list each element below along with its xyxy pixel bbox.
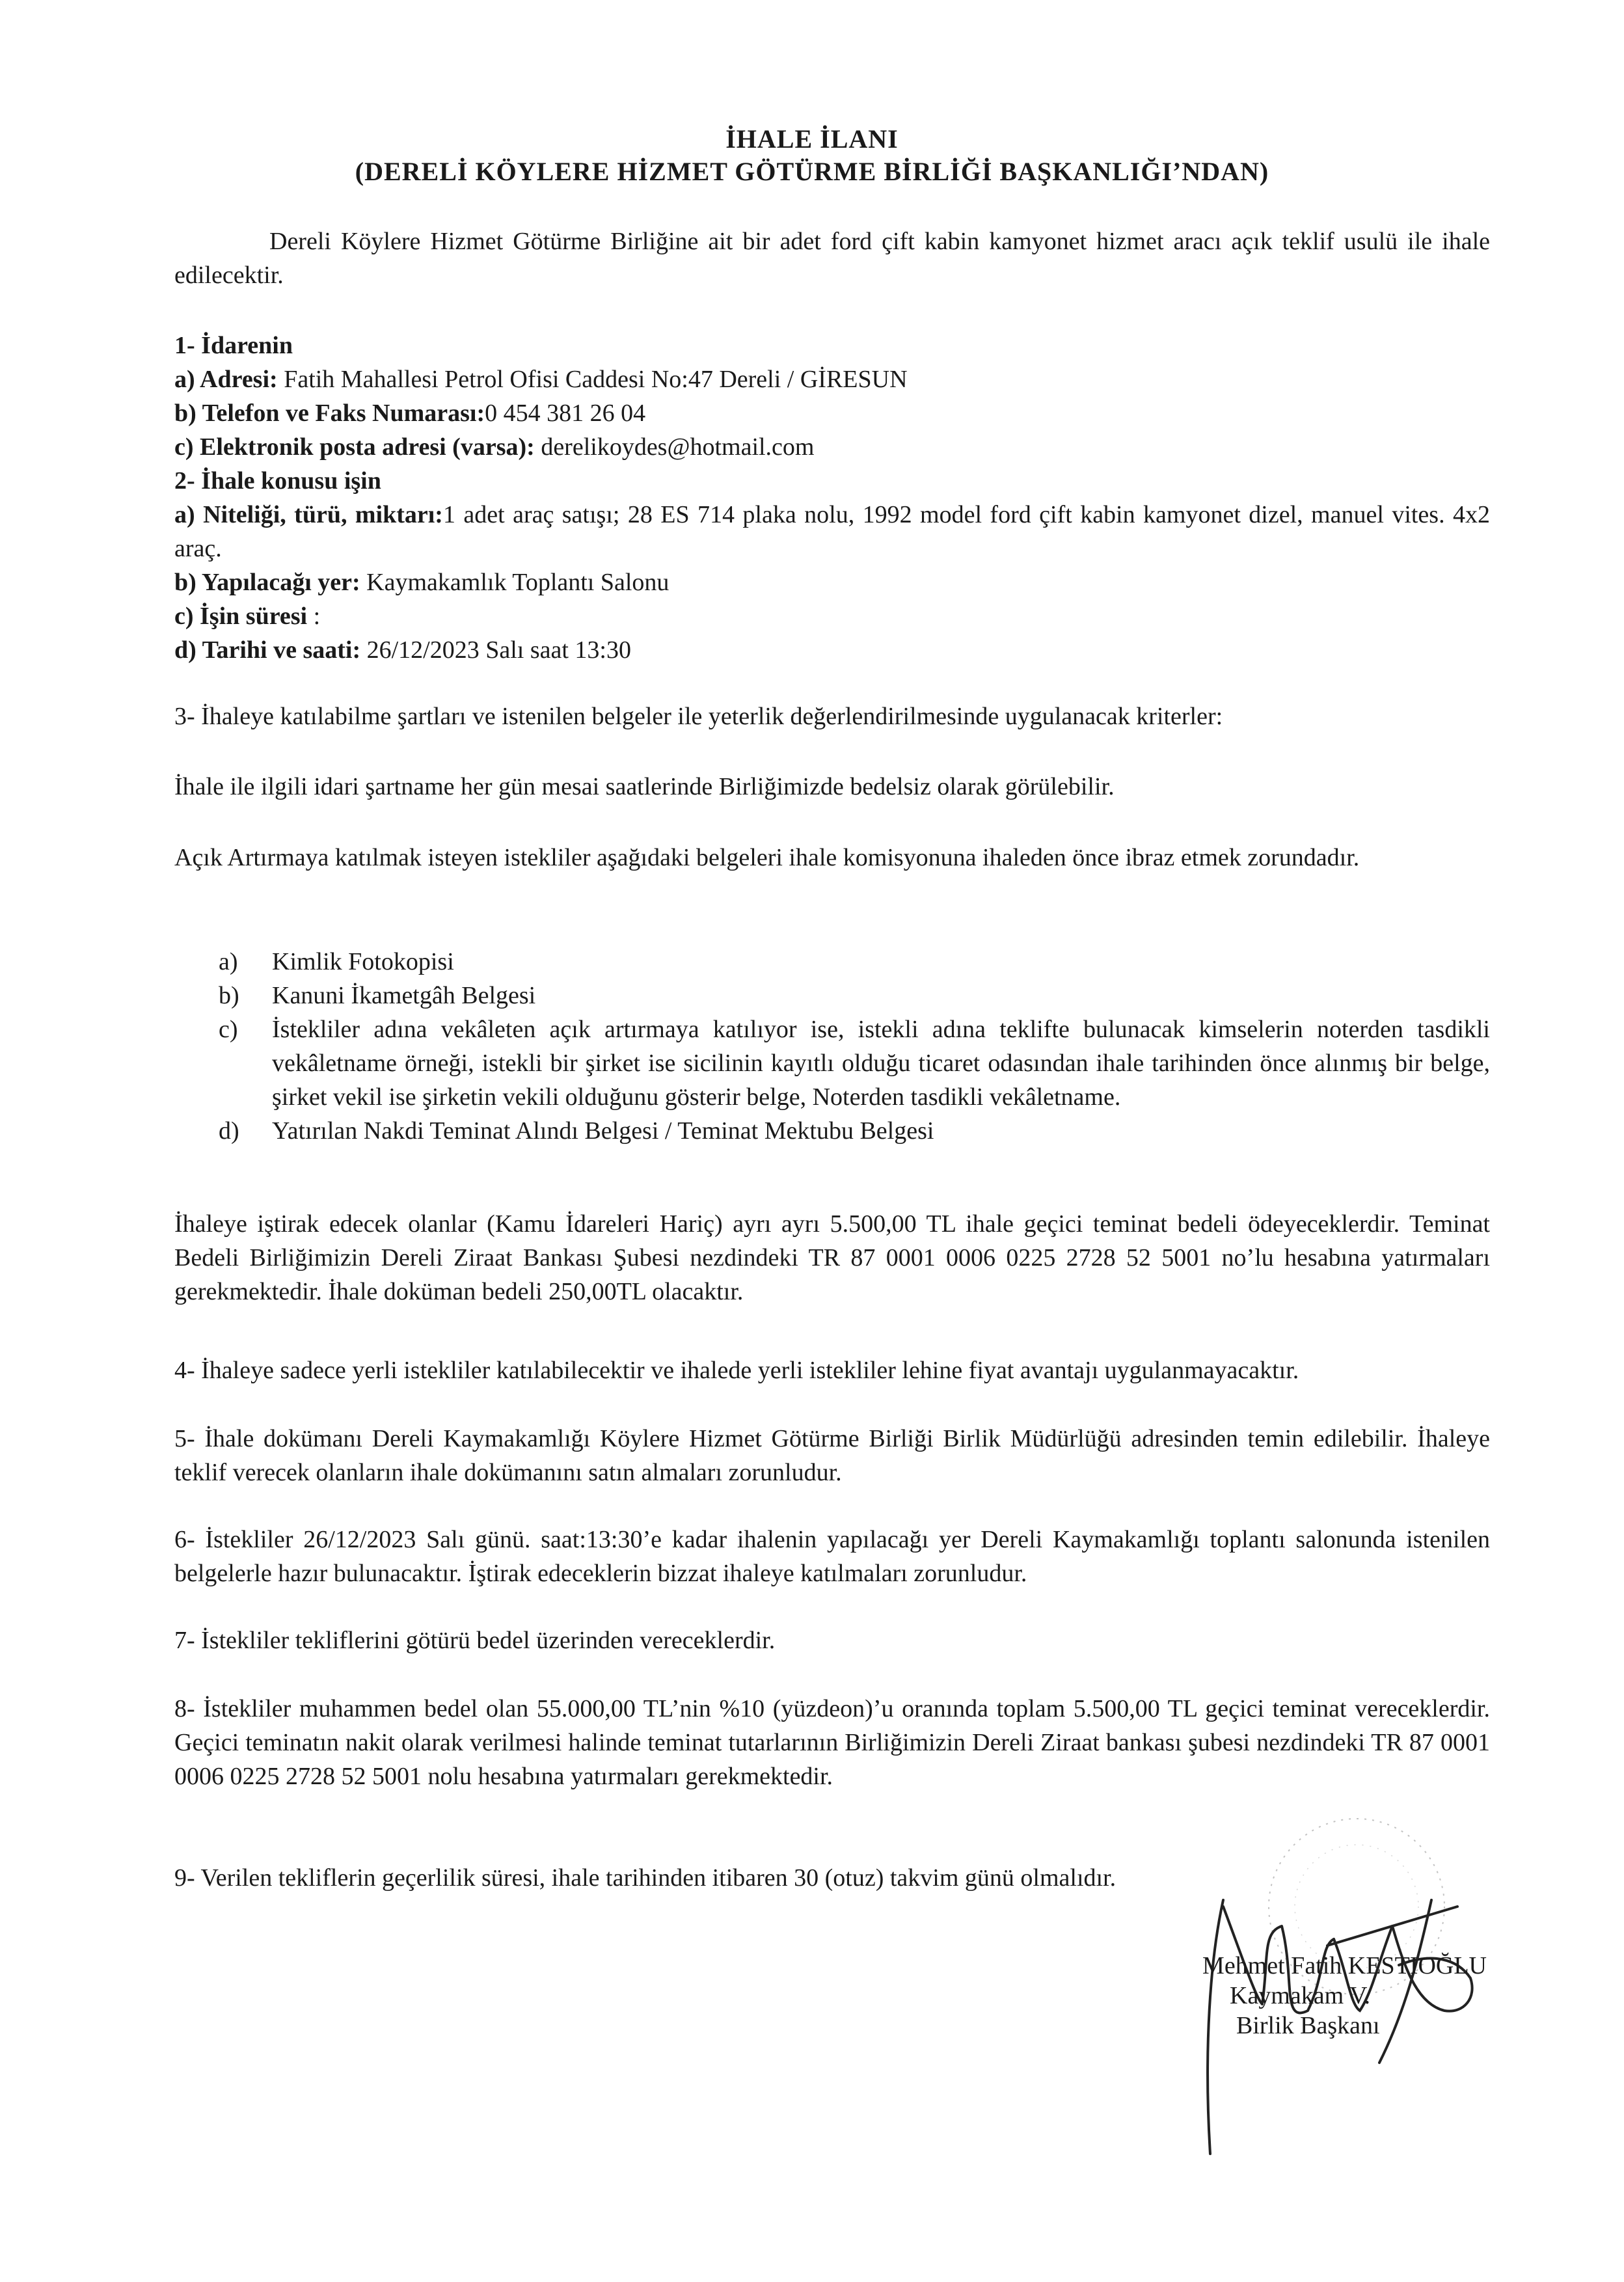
duration-label: c) İşin süresi [174, 603, 308, 630]
list-item-label: a) [219, 948, 238, 975]
list-item-label: d) [219, 1117, 239, 1145]
date-value: 26/12/2023 Salı saat 13:30 [360, 636, 631, 664]
section-4-block [174, 1353, 1490, 1387]
phone-value: 0 454 381 26 04 [485, 400, 646, 427]
section-4-text: 4- İhaleye sadece yerli istekliler katılabilecektir ve ihalede yerli istekliler lehine fiyat avantajı uygulanmayacaktır. [174, 1357, 1299, 1384]
list-item-text: Kimlik Fotokopisi [272, 948, 454, 975]
list-item-text: Yatırılan Nakdi Teminat Alındı Belgesi / Teminat Mektubu Belgesi [272, 1117, 934, 1145]
intro-paragraph [174, 224, 1490, 292]
section-9-text: 9- Verilen tekliflerin geçerlilik süresi, ihale tarihinden itibaren 30 (otuz) takvim günü olmalıdır. [174, 1864, 1116, 1892]
nature-value: 1 adet araç satışı; 28 ES 714 plaka nolu, 1992 model ford çift kabin kamyonet dizel, manuel vites. 4x2 araç. [174, 501, 1490, 562]
document-subtitle: (DERELİ KÖYLERE HİZMET GÖTÜRME BİRLİĞİ BAŞKANLIĞI’NDAN) [355, 157, 1269, 186]
address-label: a) Adresi: [174, 366, 278, 393]
signatory-role-2: Birlik Başkanı [1236, 2012, 1380, 2039]
document-title: İHALE İLANI [725, 124, 899, 154]
section-3-para1-block [174, 770, 1490, 804]
section-7-block [174, 1623, 1490, 1657]
nature-label: a) Niteliği, türü, miktarı: [174, 501, 443, 528]
section-8-text: 8- İstekliler muhammen bedel olan 55.000,00 TL’nin %10 (yüzdeon)’u oranında toplam 5.500,00 TL geçici teminat vereceklerdir. Geçici teminatın nakit olarak verilmesi halinde teminat tutarlarının Birliğimizin Dereli Ziraat bankası şubesi nezdindeki TR 87 0001 0006 0225 2728 52 5001 nolu hesabına yatırmaları gerekmektedir. [174, 1695, 1490, 1790]
section-8-block [174, 1692, 1490, 1793]
section-2-heading: 2- İhale konusu işin [174, 467, 381, 495]
list-item [174, 1012, 1490, 1114]
signatory-name: Mehmet Fatih KESTIOĞLU [1202, 1952, 1487, 1979]
section-5-text: 5- İhale dokümanı Dereli Kaymakamlığı Köylere Hizmet Götürme Birliği Birlik Müdürlüğü adresinden temin edilebilir. İhaleye teklif verecek olanların ihale dokümanını satın almaları zorunludur. [174, 1425, 1490, 1486]
list-item-label: b) [219, 982, 239, 1009]
list-item [174, 1114, 1490, 1148]
required-documents-list [174, 945, 1490, 1148]
section-3-para3: İhaleye iştirak edecek olanlar (Kamu İdareleri Hariç) ayrı ayrı 5.500,00 TL ihale geçici teminat bedeli ödeyeceklerdir. Teminat Bedeli Birliğimizin Dereli Ziraat Bankası Şubesi nezdindeki TR 87 0001 0006 0225 2728 52 5001 no’lu hesabına yatırmaları gerekmektedir. İhale doküman bedeli 250,00TL olacaktır. [174, 1210, 1490, 1305]
section-6-block [174, 1523, 1490, 1590]
phone-label: b) Telefon ve Faks Numarası: [174, 400, 485, 427]
section-3-para1: İhale ile ilgili idari şartname her gün mesai saatlerinde Birliğimizde bedelsiz olarak görülebilir. [174, 773, 1115, 800]
signatory-role-1: Kaymakam V. [1230, 1982, 1371, 2009]
date-label: d) Tarihi ve saati: [174, 636, 361, 664]
section-3-heading: 3- İhaleye katılabilme şartları ve istenilen belgeler ile yeterlik değerlendirilmesinde uygulanacak kriterler: [174, 703, 1223, 730]
section-3-para2: Açık Artırmaya katılmak isteyen istekliler aşağıdaki belgeleri ihale komisyonuna ihaleden önce ibraz etmek zorundadır. [174, 844, 1360, 871]
section-1-heading: 1- İdarenin [174, 332, 293, 359]
section-3-para2-block [174, 841, 1490, 875]
address-value: Fatih Mahallesi Petrol Ofisi Caddesi No:47 Dereli / GİRESUN [277, 366, 908, 393]
email-label: c) Elektronik posta adresi (varsa): [174, 433, 535, 461]
section-3-heading-block [174, 700, 1490, 733]
email-value: derelikoydes@hotmail.com [534, 433, 815, 461]
section-1 [174, 329, 1490, 667]
intro-text: Dereli Köylere Hizmet Götürme Birliğine ait bir adet ford çift kabin kamyonet hizmet aracı açık teklif usulü ile ihale edilecektir. [174, 228, 1490, 289]
section-5-block [174, 1422, 1490, 1489]
list-item [174, 979, 1490, 1012]
list-item-text: Kanuni İkametgâh Belgesi [272, 982, 536, 1009]
place-label: b) Yapılacağı yer: [174, 569, 360, 596]
section-7-text: 7- İstekliler tekliflerini götürü bedel üzerinden vereceklerdir. [174, 1627, 776, 1654]
section-3-para3-block [174, 1207, 1490, 1309]
list-item-text: İstekliler adına vekâleten açık artırmaya katılıyor ise, istekli adına teklifte bulunacak kimselerin noterden tasdikli vekâletname örneği, istekli bir şirket ise sicilinin kayıtlı olduğu ticaret odasından ihale tarihinden önce alınmış bir belge, şirket vekil ise şirketin vekili olduğunu gösterir belge, Noterden tasdikli vekâletname. [272, 1016, 1490, 1111]
duration-value: : [307, 603, 321, 630]
list-item [174, 945, 1490, 979]
list-item-label: c) [219, 1016, 238, 1043]
place-value: Kaymakamlık Toplantı Salonu [360, 569, 670, 596]
section-6-text: 6- İstekliler 26/12/2023 Salı günü. saat:13:30’e kadar ihalenin yapılacağı yer Dereli Kaymakamlığı toplantı salonunda istenilen belgelerle hazır bulunacaktır. İştirak edeceklerin bizzat ihaleye katılmaları zorunludur. [174, 1526, 1490, 1587]
